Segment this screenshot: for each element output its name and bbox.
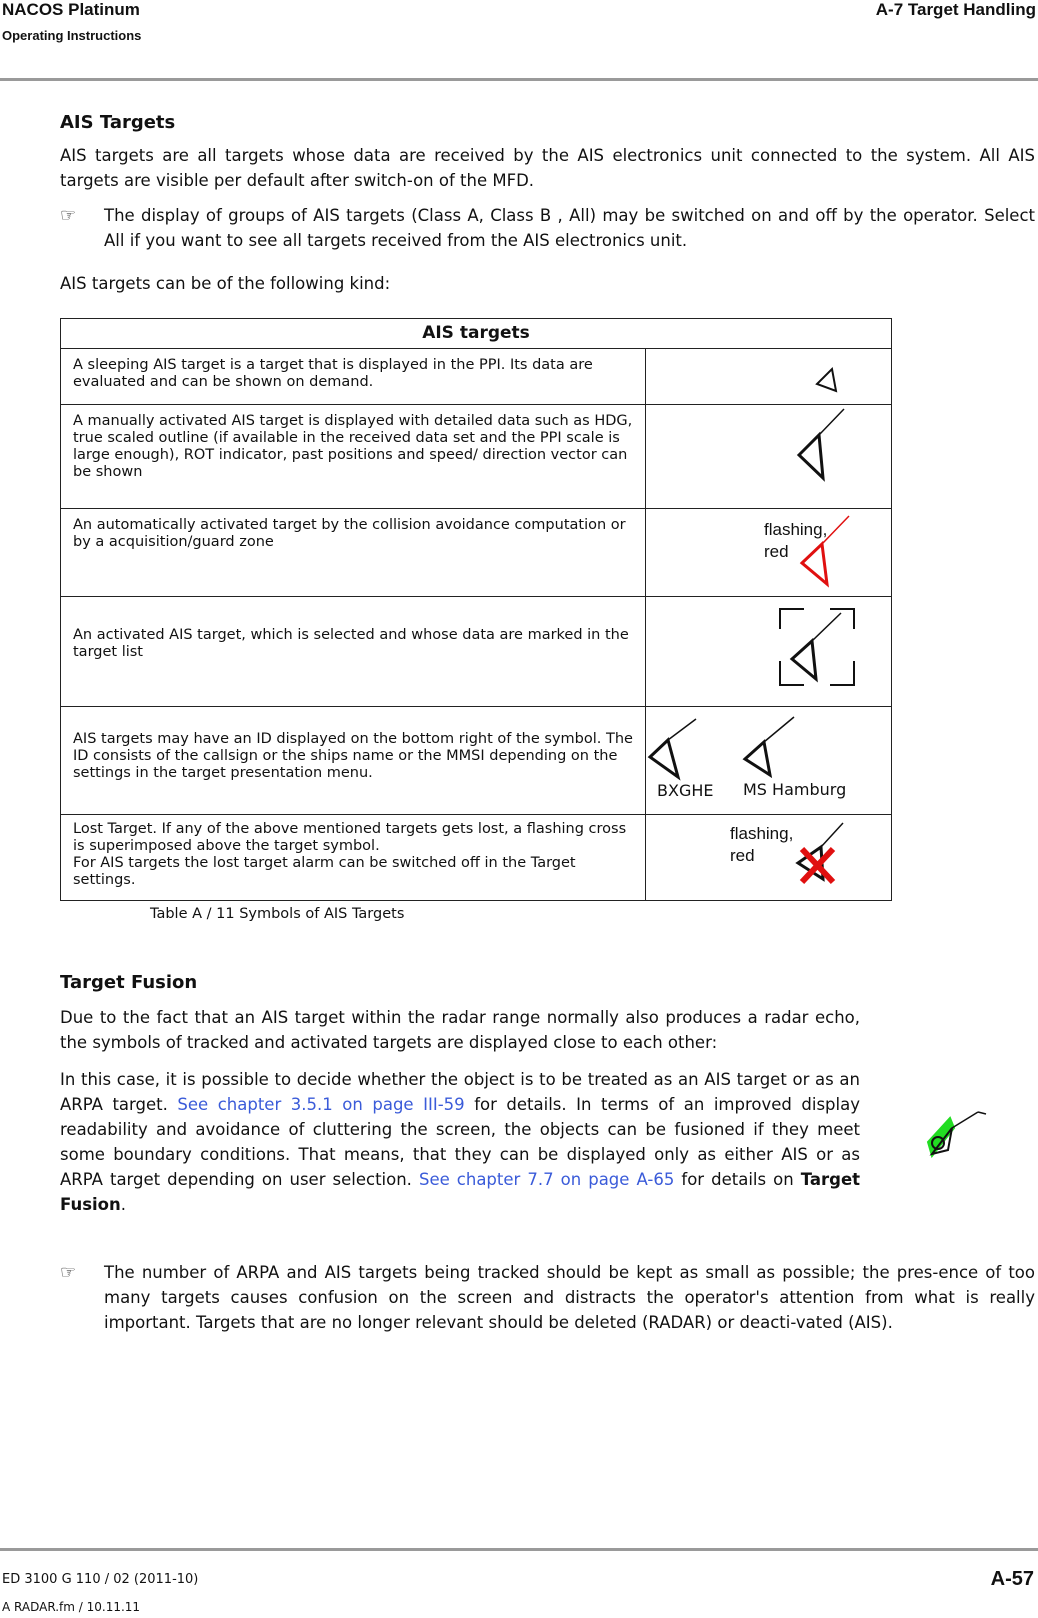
source-file: A RADAR.fm / 10.11.11 bbox=[2, 1600, 141, 1614]
selected-target-icon bbox=[646, 597, 892, 707]
fusion-note-text: The number of ARPA and AIS targets being tracked should be kept as small as possible; the pres-ence of too many targets causes confusion on the screen and distracts the operator's attention from what is really important. Targets that are no longer relevant should be deleted (RADAR) or deacti-vated (AIS). bbox=[104, 1263, 1035, 1332]
ais-intro: AIS targets are all targets whose data are received by the AIS electronics unit connected to the system. All AIS targets are visible per default after switch-on of the MFD. bbox=[60, 146, 1035, 190]
pointing-hand-icon: ☞ bbox=[60, 205, 77, 226]
fusion-paragraph-1: Due to the fact that an AIS target within the radar range normally also produces a radar echo, the symbols of tracked and activated targets are displayed close to each other: bbox=[60, 1008, 860, 1052]
table-header: AIS targets bbox=[61, 319, 892, 349]
link-chapter-3-5-1[interactable]: See chapter 3.5.1 on page III-59 bbox=[177, 1095, 465, 1114]
ais-section bbox=[60, 112, 1035, 296]
table-row-description: AIS targets may have an ID displayed on the bottom right of the symbol. The ID consists of the callsign or the ships name or the MMSI depending on the settings in the target presentation menu. bbox=[61, 707, 646, 815]
sleeping-target-icon bbox=[646, 349, 892, 405]
target-fusion-term: Target Fusion bbox=[60, 1170, 861, 1214]
lost-target-icon bbox=[646, 815, 892, 901]
document-title: NACOS Platinum bbox=[2, 0, 140, 19]
target-fusion-icon bbox=[920, 1110, 1000, 1170]
table-caption: Table A / 11 Symbols of AIS Targets bbox=[150, 906, 405, 922]
target-id-callsign: BXGHE bbox=[657, 781, 714, 800]
ais-lead-in: AIS targets can be of the following kind: bbox=[60, 274, 391, 293]
target-id-icon bbox=[646, 707, 892, 815]
document-subtitle: Operating Instructions bbox=[2, 28, 142, 43]
header-rule bbox=[0, 78, 1038, 81]
activated-target-icon bbox=[646, 405, 892, 509]
document-id: ED 3100 G 110 / 02 (2011-10) bbox=[2, 1572, 199, 1587]
section-title: A-7 Target Handling bbox=[875, 0, 1036, 19]
ais-note bbox=[60, 203, 1035, 253]
page-number: A-57 bbox=[990, 1568, 1034, 1590]
table-row-description: A manually activated AIS target is displayed with detailed data such as HDG, true scaled outline (if available in the received data set and the PPI scale is large enough), ROT indicator, past positions and speed/ direction vector can be shown bbox=[61, 405, 646, 509]
fusion-paragraph-2: In this case, it is possible to decide whether the object is to be treated as an AIS target or as an ARPA target. See chapter 3.5.1 on page III-59 for details. In terms of an improved display readability and avoidance of cluttering the screen, the objects can be fusioned if they meet some boundary conditions. That means, that they can be displayed only as either AIS or as ARPA target depending on user selection. See chapter 7.7 on page A-65 for details on Target Fusion. bbox=[60, 1070, 861, 1214]
link-chapter-7-7[interactable]: See chapter 7.7 on page A-65 bbox=[418, 1170, 675, 1189]
target-id-shipname: MS Hamburg bbox=[743, 780, 847, 799]
table-row-description: A sleeping AIS target is a target that is displayed in the PPI. Its data are evaluated and can be shown on demand. bbox=[61, 349, 646, 405]
fusion-note bbox=[60, 1260, 1035, 1335]
table-row-description: An automatically activated target by the collision avoidance computation or by a acquisition/guard zone bbox=[61, 509, 646, 597]
table-row-description: An activated AIS target, which is selected and whose data are marked in the target list bbox=[61, 597, 646, 707]
ais-symbols-table-wrap bbox=[60, 318, 892, 901]
pointing-hand-icon: ☞ bbox=[60, 1262, 77, 1283]
auto-activated-target-icon bbox=[646, 509, 892, 597]
table-row-description: Lost Target. If any of the above mentioned targets gets lost, a flashing cross is superimposed above the target symbol. For AIS targets the lost target alarm can be switched off in the Target settings. bbox=[61, 815, 646, 901]
ais-note-text: The display of groups of AIS targets (Class A, Class B , All) may be switched on and off by the operator. Select All if you want to see all targets received from the AIS electronics unit. bbox=[104, 206, 1035, 250]
ais-heading: AIS Targets bbox=[60, 112, 176, 133]
fusion-section bbox=[60, 972, 860, 1217]
ais-symbols-table bbox=[60, 318, 892, 901]
flashing-label: flashing, red bbox=[730, 824, 794, 865]
flashing-label: flashing, red bbox=[764, 520, 828, 561]
fusion-heading: Target Fusion bbox=[60, 972, 198, 993]
footer-rule bbox=[0, 1548, 1038, 1551]
